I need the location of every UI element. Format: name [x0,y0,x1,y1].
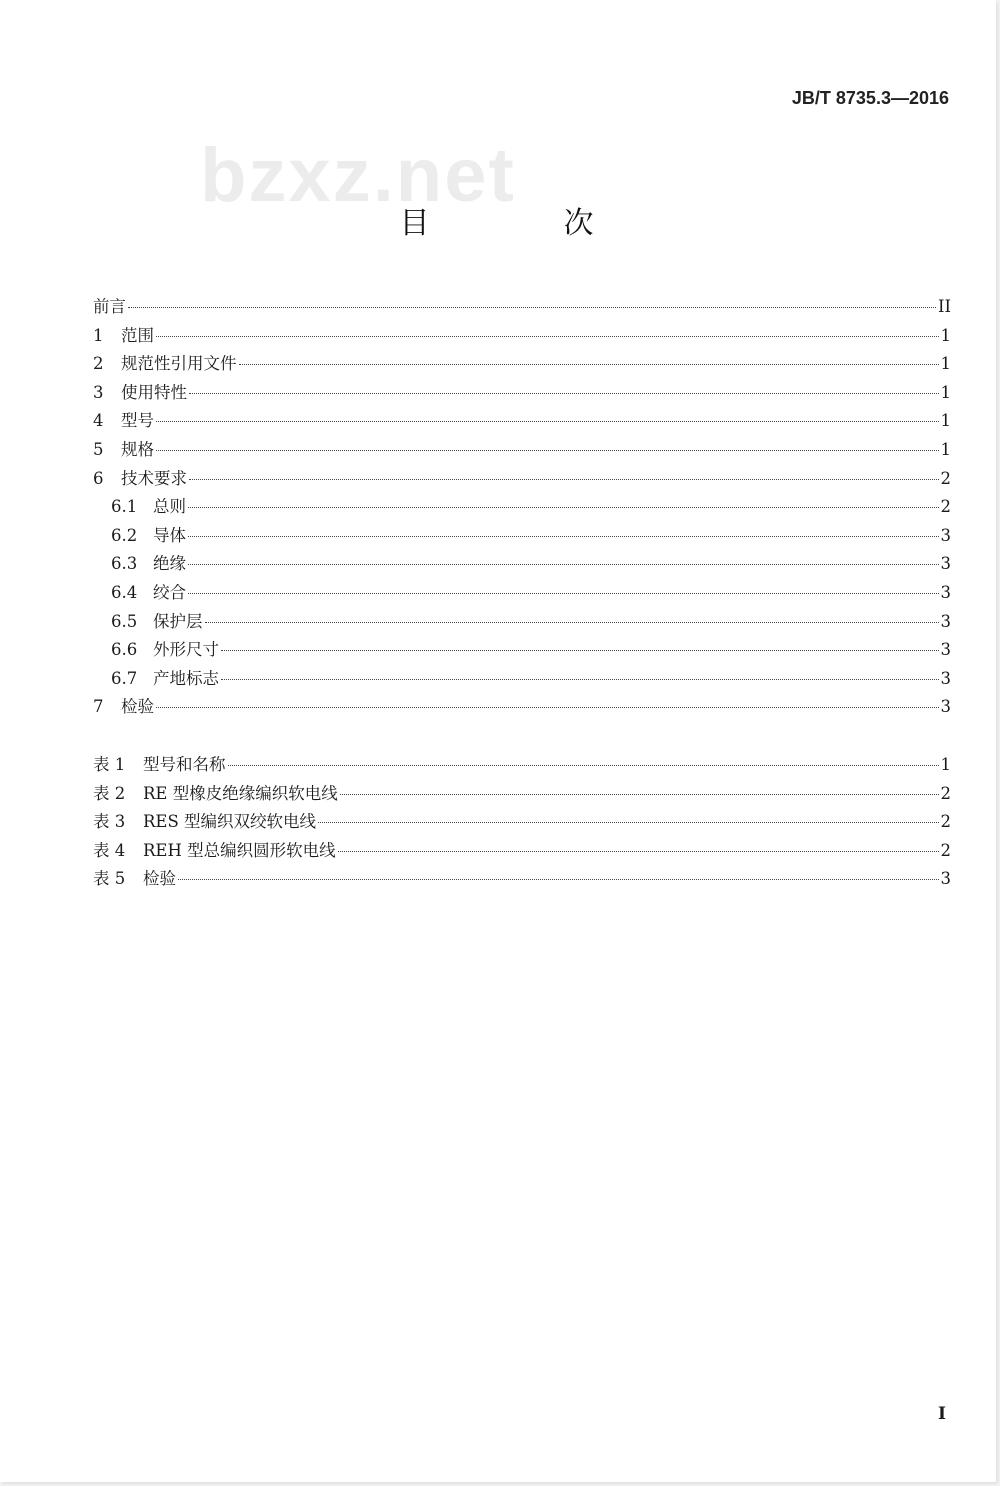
toc-subentry[interactable] [93,579,951,608]
toc-number: 6.7 [111,668,138,688]
dot-leader [156,450,939,451]
toc-number: 6.5 [111,611,138,631]
toc-label: 检验 [121,697,154,717]
dot-leader [205,622,939,623]
page-title: 目 次 [399,206,646,241]
toc-page: 1 [940,411,951,431]
toc-page: 3 [940,525,951,545]
standard-code: JB/T 8735.3—2016 [791,88,949,108]
toc-number: 4 [93,411,104,431]
toc-page: 2 [940,468,951,488]
toc-number: 7 [93,697,104,717]
toc-label: 使用特性 [121,382,187,402]
dot-leader [318,822,938,823]
dot-leader [221,650,939,651]
toc-entry[interactable] [93,465,951,494]
dot-leader [156,421,939,422]
table-page: 2 [940,783,951,803]
toc-label: 规格 [121,439,154,459]
toc-page: 3 [940,611,951,631]
table-number: 表 1 [93,754,126,774]
toc-subentry[interactable] [93,636,951,665]
toc-label: 范围 [121,325,154,345]
toc-number: 6.3 [111,554,138,574]
toc-number: 5 [93,439,104,459]
dot-leader [188,564,939,565]
toc-number: 6 [93,468,104,488]
toc-label: 外形尺寸 [153,640,219,660]
table-list-entry[interactable] [93,808,951,837]
toc-number: 3 [93,382,104,402]
toc-label: 总则 [153,497,186,517]
toc-entry[interactable] [93,693,951,722]
dot-leader [178,879,939,880]
dot-leader [239,364,939,365]
toc-page: 1 [940,439,951,459]
table-page: 2 [940,812,951,832]
table-number: 表 2 [93,783,126,803]
toc-label: 前言 [93,297,126,316]
table-label: RES 型编织双绞软电线 [143,812,317,832]
toc-entry[interactable] [93,436,951,465]
toc-number: 6.6 [111,640,138,660]
toc-page: 1 [940,325,951,345]
toc-subentry[interactable] [93,493,951,522]
dot-leader [156,336,939,337]
toc-subentry[interactable] [93,550,951,579]
toc-entry[interactable] [93,379,951,408]
toc-page: 3 [940,697,951,717]
toc-label: 导体 [153,525,186,545]
toc-entry[interactable] [93,322,951,351]
dot-leader [221,679,939,680]
table-number: 表 3 [93,812,126,832]
toc-number: 6.2 [111,525,138,545]
toc-page: 2 [940,497,951,517]
table-page: 3 [940,869,951,889]
table-of-contents [93,293,951,894]
toc-number: 1 [93,325,104,345]
table-page: 1 [940,754,951,774]
watermark: bzxz.net [200,133,516,218]
toc-page: 3 [940,582,951,602]
dot-leader [340,794,939,795]
toc-label: 产地标志 [153,668,219,688]
toc-label: 绝缘 [153,554,186,574]
toc-page: 1 [940,354,951,374]
dot-leader [338,851,939,852]
page-number: I [938,1404,946,1424]
toc-number: 2 [93,354,104,374]
toc-page: 3 [940,554,951,574]
toc-page: 3 [940,668,951,688]
table-label: RE 型橡皮绝缘编织软电线 [143,783,338,803]
dot-leader [188,507,939,508]
dot-leader [189,479,939,480]
toc-subentry[interactable] [93,522,951,551]
toc-entry[interactable] [93,407,951,436]
table-label: 检验 [143,869,176,889]
table-label: 型号和名称 [143,754,226,774]
toc-label: 技术要求 [121,468,187,488]
dot-leader [188,593,939,594]
toc-page: 1 [940,382,951,402]
toc-subentry[interactable] [93,608,951,637]
table-page: 2 [940,840,951,860]
toc-page: 3 [940,640,951,660]
toc-label: 绞合 [153,582,186,602]
table-list-entry[interactable] [93,865,951,894]
table-number: 表 5 [93,869,126,889]
table-label: REH 型总编织圆形软电线 [143,840,336,860]
table-number: 表 4 [93,840,126,860]
toc-entry[interactable] [93,350,951,379]
toc-label: 规范性引用文件 [121,354,237,374]
dot-leader [228,765,939,766]
dot-leader [189,393,939,394]
table-list-entry[interactable] [93,780,951,809]
section-gap [93,722,951,751]
toc-entry-foreword[interactable] [93,293,951,322]
dot-leader [156,707,939,708]
toc-subentry[interactable] [93,665,951,694]
table-list-entry[interactable] [93,837,951,866]
table-list-entry[interactable] [93,751,951,780]
toc-number: 6.1 [111,497,138,517]
toc-page: II [937,297,951,316]
toc-label: 保护层 [153,611,203,631]
dot-leader [188,536,939,537]
toc-number: 6.4 [111,582,138,602]
toc-label: 型号 [121,411,154,431]
dot-leader [128,307,936,308]
